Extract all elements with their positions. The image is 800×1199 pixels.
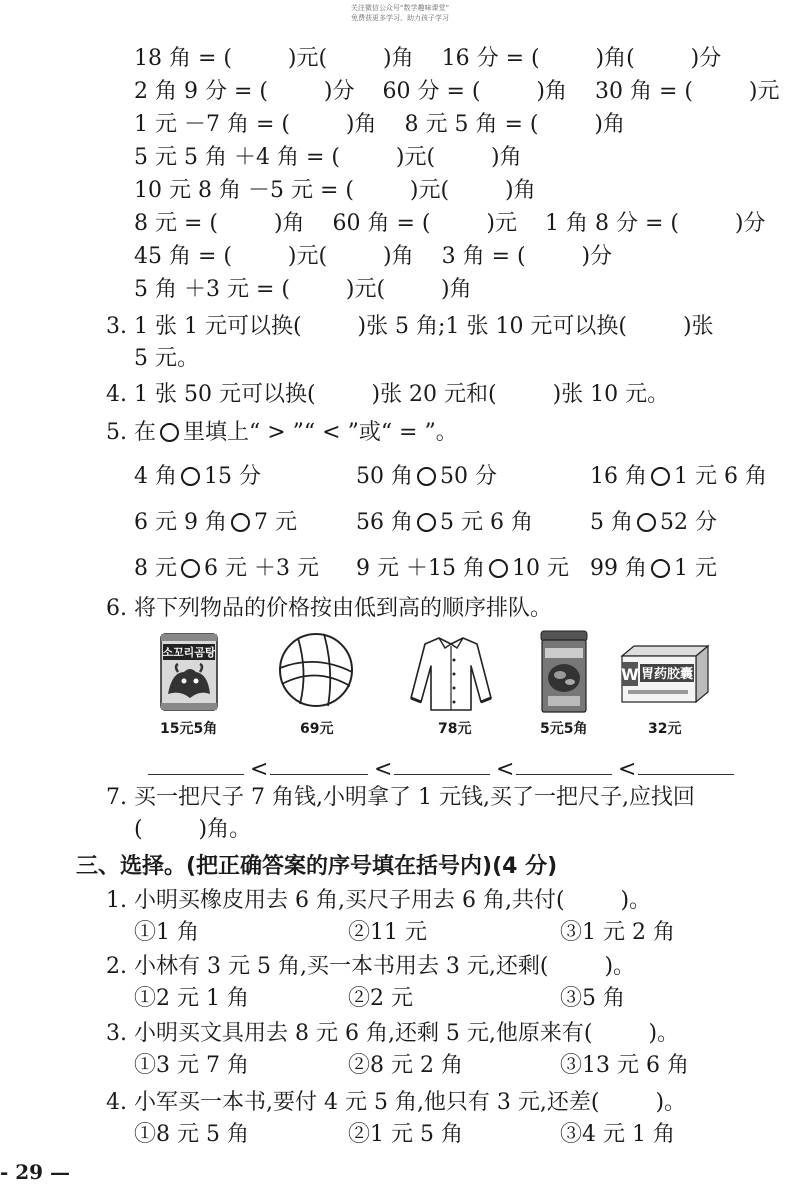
compare-circle-icon[interactable]	[651, 467, 670, 486]
price-label: 32元	[648, 721, 682, 737]
compare-item	[356, 508, 533, 538]
choice-option[interactable]: ①1 角	[134, 920, 199, 945]
question-7-line-2: ( )角。	[134, 817, 252, 842]
choice-option[interactable]: ①8 元 5 角	[134, 1122, 249, 1147]
compare-circle-icon[interactable]	[651, 559, 670, 578]
choice-option[interactable]: ①3 元 7 角	[134, 1053, 249, 1078]
compare-right: 52 分	[660, 510, 717, 535]
question-7-line-1: 7. 买一把尺子 7 角钱,小明拿了 1 元钱,买了一把尺子,应找回	[106, 785, 695, 810]
compare-left: 16 角	[590, 464, 647, 489]
question-5-title-b: 里填上“ > ”“ < ”或“ = ”。	[182, 420, 458, 445]
choice-option[interactable]: ③13 元 6 角	[560, 1053, 689, 1078]
svg-text:W: W	[621, 665, 639, 684]
conversion-line: 5 元 5 角 ＋4 角 = ( )元( )角	[134, 145, 522, 170]
compare-item	[134, 508, 297, 538]
compare-left: 4 角	[134, 464, 177, 489]
conversion-line: 1 元 －7 角 = ( )角 8 元 5 角 = ( )角	[134, 112, 625, 137]
compare-left: 56 角	[356, 510, 413, 535]
less-than-sign: <	[618, 757, 637, 782]
circle-icon	[160, 423, 179, 442]
choice-option[interactable]: ③4 元 1 角	[560, 1122, 675, 1147]
compare-right: 5 元 6 角	[440, 510, 533, 535]
choice-option[interactable]: ②2 元	[348, 986, 413, 1011]
compare-right: 1 元 6 角	[674, 464, 767, 489]
compare-left: 8 元	[134, 556, 177, 581]
choice-option[interactable]: ②1 元 5 角	[348, 1122, 463, 1147]
price-label: 5元5角	[540, 721, 588, 737]
compare-circle-icon[interactable]	[231, 513, 250, 532]
price-label: 78元	[438, 721, 472, 737]
conversion-line: 8 元 = ( )角 60 角 = ( )元 1 角 8 分 = ( )分	[134, 211, 766, 236]
choice-question: 1. 小明买橡皮用去 6 角,买尺子用去 6 角,共付( )。	[106, 888, 652, 913]
price-label: 15元5角	[160, 721, 218, 737]
price-label: 69元	[300, 721, 334, 737]
less-than-sign: <	[496, 757, 515, 782]
page-number: - 29 —	[0, 1160, 71, 1184]
answer-blank[interactable]	[638, 774, 734, 775]
compare-item	[134, 554, 319, 584]
shirt-image	[405, 632, 497, 716]
compare-item	[590, 462, 767, 492]
compare-item	[356, 462, 497, 492]
compare-right: 10 元	[511, 556, 569, 581]
compare-right: 50 分	[440, 464, 497, 489]
milk-powder-can-image	[160, 632, 218, 716]
compare-circle-icon[interactable]	[417, 513, 436, 532]
section-3-title: 三、选择。(把正确答案的序号填在括号内)(4 分)	[76, 854, 558, 879]
compare-circle-icon[interactable]	[489, 559, 508, 578]
choice-option[interactable]: ②11 元	[348, 920, 427, 945]
answer-blank[interactable]	[270, 774, 368, 775]
food-can-image	[540, 630, 588, 718]
compare-left: 50 角	[356, 464, 413, 489]
compare-right: 6 元 ＋3 元	[204, 556, 319, 581]
choice-option[interactable]: ③5 角	[560, 986, 625, 1011]
question-5-title	[106, 418, 458, 448]
question-6-title: 6. 将下列物品的价格按由低到高的顺序排队。	[106, 596, 552, 621]
question-5-title-a: 5. 在	[106, 420, 156, 445]
choice-question: 4. 小军买一本书,要付 4 元 5 角,他只有 3 元,还差( )。	[106, 1090, 687, 1115]
answer-blank[interactable]	[394, 774, 490, 775]
medicine-box-image	[620, 642, 710, 708]
can-brand-label: 소꼬리곰탕	[162, 646, 216, 659]
compare-right: 1 元	[674, 556, 717, 581]
conversion-line: 5 角 ＋3 元 = ( )元( )角	[134, 277, 472, 302]
compare-left: 99 角	[590, 556, 647, 581]
answer-blank[interactable]	[516, 774, 612, 775]
watermark-line-2: 免费获更多学习，助力孩子学习	[351, 14, 449, 22]
less-than-sign: <	[374, 757, 393, 782]
watermark-line-1: 关注微信公众号“数学趣味课堂”	[350, 4, 450, 12]
question-3-line-2: 5 元。	[134, 346, 199, 371]
compare-right: 15 分	[204, 464, 261, 489]
choice-question: 3. 小明买文具用去 8 元 6 角,还剩 5 元,他原来有( )。	[106, 1021, 680, 1046]
compare-item	[590, 554, 717, 584]
compare-right: 7 元	[253, 510, 297, 535]
compare-circle-icon[interactable]	[637, 513, 656, 532]
compare-circle-icon[interactable]	[181, 559, 200, 578]
compare-item	[134, 462, 261, 492]
conversion-line: 18 角 = ( )元( )角 16 分 = ( )角( )分	[134, 46, 722, 71]
compare-item	[590, 508, 717, 538]
ball-image	[278, 632, 354, 712]
conversion-line: 10 元 8 角 －5 元 = ( )元( )角	[134, 178, 536, 203]
choice-option[interactable]: ②8 元 2 角	[348, 1053, 463, 1078]
compare-circle-icon[interactable]	[181, 467, 200, 486]
less-than-sign: <	[250, 757, 269, 782]
compare-item	[356, 554, 569, 584]
question-3-line-1: 3. 1 张 1 元可以换( )张 5 角;1 张 10 元可以换( )张	[106, 314, 714, 339]
medicine-box-label: 胃药胶囊	[640, 667, 694, 682]
conversion-line: 2 角 9 分 = ( )分 60 分 = ( )角 30 角 = ( )元	[134, 79, 780, 104]
choice-option[interactable]: ③1 元 2 角	[560, 920, 675, 945]
compare-circle-icon[interactable]	[417, 467, 436, 486]
compare-left: 6 元 9 角	[134, 510, 227, 535]
choice-question: 2. 小林有 3 元 5 角,买一本书用去 3 元,还剩( )。	[106, 954, 636, 979]
choice-option[interactable]: ①2 元 1 角	[134, 986, 249, 1011]
compare-left: 9 元 ＋15 角	[356, 556, 485, 581]
question-4: 4. 1 张 50 元可以换( )张 20 元和( )张 10 元。	[106, 382, 670, 407]
answer-blank[interactable]	[148, 774, 244, 775]
conversion-line: 45 角 = ( )元( )角 3 角 = ( )分	[134, 244, 613, 269]
compare-left: 5 角	[590, 510, 633, 535]
